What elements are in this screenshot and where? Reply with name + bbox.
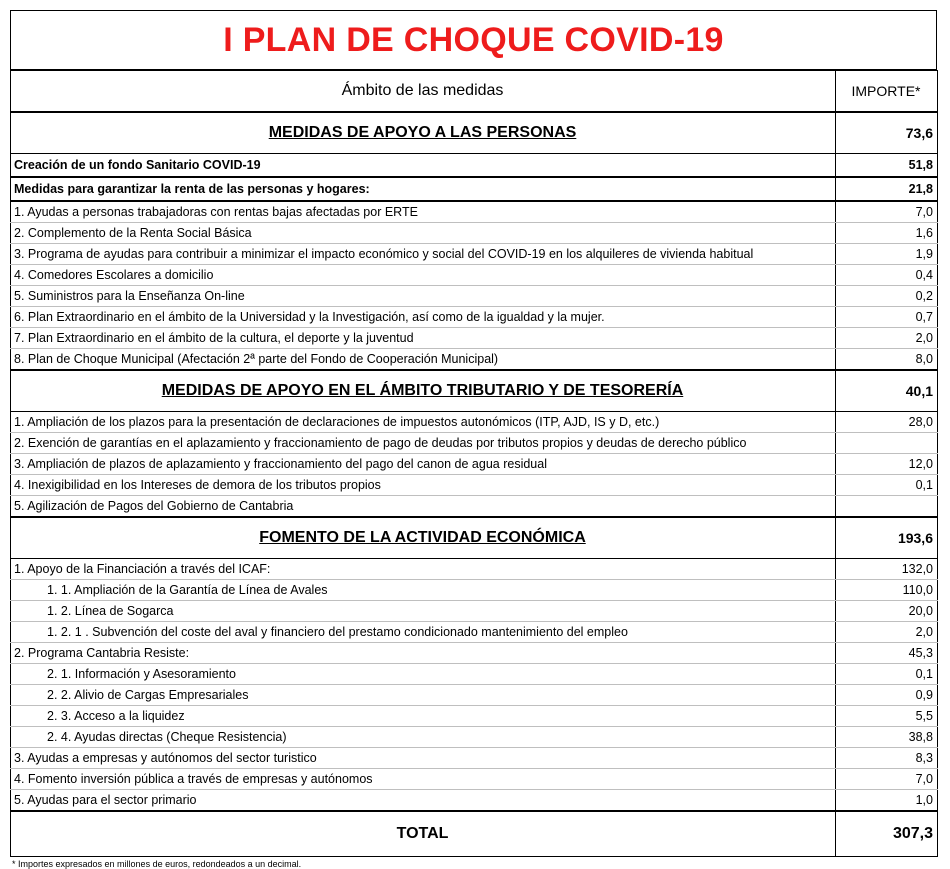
row-label: 4. Fomento inversión pública a través de empresas y autónomos bbox=[11, 769, 836, 790]
row-label: 1. 2. Línea de Sogarca bbox=[11, 601, 836, 622]
row-amount: 8,0 bbox=[836, 349, 938, 371]
row-amount bbox=[836, 496, 938, 518]
subhead-label: Creación de un fondo Sanitario COVID-19 bbox=[11, 154, 836, 178]
row-amount: 1,6 bbox=[836, 223, 938, 244]
measures-table bbox=[10, 70, 938, 857]
covid-plan-sheet bbox=[10, 10, 937, 869]
table-row bbox=[11, 601, 938, 622]
table-row bbox=[11, 265, 938, 286]
row-amount: 38,8 bbox=[836, 727, 938, 748]
section-title bbox=[11, 112, 836, 154]
section-title-text: MEDIDAS DE APOYO A LAS PERSONAS bbox=[268, 124, 577, 141]
section-title bbox=[11, 370, 836, 412]
footnote: * Importes expresados en millones de euros, redondeados a un decimal. bbox=[12, 859, 302, 869]
row-amount: 20,0 bbox=[836, 601, 938, 622]
row-label: 4. Comedores Escolares a domicilio bbox=[11, 265, 836, 286]
row-label: 2. 3. Acceso a la liquidez bbox=[11, 706, 836, 727]
row-label: 2. 2. Alivio de Cargas Empresariales bbox=[11, 685, 836, 706]
subhead-label: Medidas para garantizar la renta de las personas y hogares: bbox=[11, 177, 836, 201]
section-title-text: MEDIDAS DE APOYO EN EL ÁMBITO TRIBUTARIO Y DE TESORERÍA bbox=[161, 382, 684, 399]
total-row bbox=[11, 811, 938, 857]
row-amount: 5,5 bbox=[836, 706, 938, 727]
row-amount: 28,0 bbox=[836, 412, 938, 433]
row-label: 4. Inexigibilidad en los Intereses de demora de los tributos propios bbox=[11, 475, 836, 496]
row-amount: 0,7 bbox=[836, 307, 938, 328]
table-row bbox=[11, 412, 938, 433]
row-label: 3. Ayudas a empresas y autónomos del sector turistico bbox=[11, 748, 836, 769]
row-label: 2. Exención de garantías en el aplazamiento y fraccionamiento de pago de deudas por tributos propios y deudas de derecho público bbox=[11, 433, 836, 454]
table-row bbox=[11, 286, 938, 307]
section-row bbox=[11, 112, 938, 154]
table-row bbox=[11, 580, 938, 601]
row-amount: 45,3 bbox=[836, 643, 938, 664]
row-label: 1. 1. Ampliación de la Garantía de Línea de Avales bbox=[11, 580, 836, 601]
row-amount bbox=[836, 433, 938, 454]
table-row bbox=[11, 223, 938, 244]
row-amount: 2,0 bbox=[836, 622, 938, 643]
row-amount: 1,9 bbox=[836, 244, 938, 265]
row-amount: 7,0 bbox=[836, 769, 938, 790]
row-amount: 2,0 bbox=[836, 328, 938, 349]
section-amount: 73,6 bbox=[836, 112, 938, 154]
table-row bbox=[11, 685, 938, 706]
table-row bbox=[11, 790, 938, 812]
section-row bbox=[11, 370, 938, 412]
table-row bbox=[11, 496, 938, 518]
table-row bbox=[11, 769, 938, 790]
row-label: 2. Complemento de la Renta Social Básica bbox=[11, 223, 836, 244]
header-amount-label: IMPORTE* bbox=[836, 71, 938, 113]
subhead-amount: 51,8 bbox=[836, 154, 938, 178]
page-title: I PLAN DE CHOQUE COVID-19 bbox=[10, 10, 937, 70]
row-amount: 12,0 bbox=[836, 454, 938, 475]
row-amount: 110,0 bbox=[836, 580, 938, 601]
row-amount: 1,0 bbox=[836, 790, 938, 812]
row-amount: 7,0 bbox=[836, 201, 938, 223]
row-label: 1. Ampliación de los plazos para la presentación de declaraciones de impuestos autonómicos (ITP, AJD, IS y D, etc.) bbox=[11, 412, 836, 433]
table-row bbox=[11, 307, 938, 328]
table-row bbox=[11, 559, 938, 580]
row-label: 8. Plan de Choque Municipal (Afectación 2ª parte del Fondo de Cooperación Municipal) bbox=[11, 349, 836, 371]
total-label: TOTAL bbox=[11, 811, 836, 857]
row-label: 3. Programa de ayudas para contribuir a minimizar el impacto económico y social del COVID-19 en los alquileres de vivienda habitual bbox=[11, 244, 836, 265]
section-title-text: FOMENTO DE LA ACTIVIDAD ECONÓMICA bbox=[259, 529, 586, 546]
table-row bbox=[11, 328, 938, 349]
table-row bbox=[11, 244, 938, 265]
row-label: 6. Plan Extraordinario en el ámbito de la Universidad y la Investigación, así como de la igualdad y la mujer. bbox=[11, 307, 836, 328]
table-row bbox=[11, 748, 938, 769]
subhead-row bbox=[11, 154, 938, 178]
table-row bbox=[11, 622, 938, 643]
table-row bbox=[11, 643, 938, 664]
row-label: 7. Plan Extraordinario en el ámbito de la cultura, el deporte y la juventud bbox=[11, 328, 836, 349]
table-header-row bbox=[11, 71, 938, 113]
row-label: 1. Ayudas a personas trabajadoras con rentas bajas afectadas por ERTE bbox=[11, 201, 836, 223]
row-amount: 0,2 bbox=[836, 286, 938, 307]
row-amount: 0,1 bbox=[836, 664, 938, 685]
table-row bbox=[11, 475, 938, 496]
section-title bbox=[11, 517, 836, 559]
table-row bbox=[11, 706, 938, 727]
row-amount: 0,9 bbox=[836, 685, 938, 706]
header-measures-label: Ámbito de las medidas bbox=[11, 71, 836, 113]
section-amount: 40,1 bbox=[836, 370, 938, 412]
subhead-row bbox=[11, 177, 938, 201]
row-label: 5. Suministros para la Enseñanza On-line bbox=[11, 286, 836, 307]
row-label: 3. Ampliación de plazos de aplazamiento y fraccionamiento del pago del canon de agua residual bbox=[11, 454, 836, 475]
row-label: 5. Agilización de Pagos del Gobierno de Cantabria bbox=[11, 496, 836, 518]
row-label: 2. Programa Cantabria Resiste: bbox=[11, 643, 836, 664]
table-row bbox=[11, 727, 938, 748]
table-row bbox=[11, 664, 938, 685]
table-row bbox=[11, 433, 938, 454]
row-amount: 8,3 bbox=[836, 748, 938, 769]
row-amount: 0,1 bbox=[836, 475, 938, 496]
table-row bbox=[11, 454, 938, 475]
subhead-amount: 21,8 bbox=[836, 177, 938, 201]
table-row bbox=[11, 201, 938, 223]
row-label: 2. 1. Información y Asesoramiento bbox=[11, 664, 836, 685]
table-row bbox=[11, 349, 938, 371]
row-label: 1. Apoyo de la Financiación a través del ICAF: bbox=[11, 559, 836, 580]
row-label: 2. 4. Ayudas directas (Cheque Resistencia) bbox=[11, 727, 836, 748]
row-amount: 132,0 bbox=[836, 559, 938, 580]
total-amount: 307,3 bbox=[836, 811, 938, 857]
row-label: 5. Ayudas para el sector primario bbox=[11, 790, 836, 812]
row-amount: 0,4 bbox=[836, 265, 938, 286]
row-label: 1. 2. 1 . Subvención del coste del aval y financiero del prestamo condicionado mantenimiento del empleo bbox=[11, 622, 836, 643]
section-amount: 193,6 bbox=[836, 517, 938, 559]
section-row bbox=[11, 517, 938, 559]
